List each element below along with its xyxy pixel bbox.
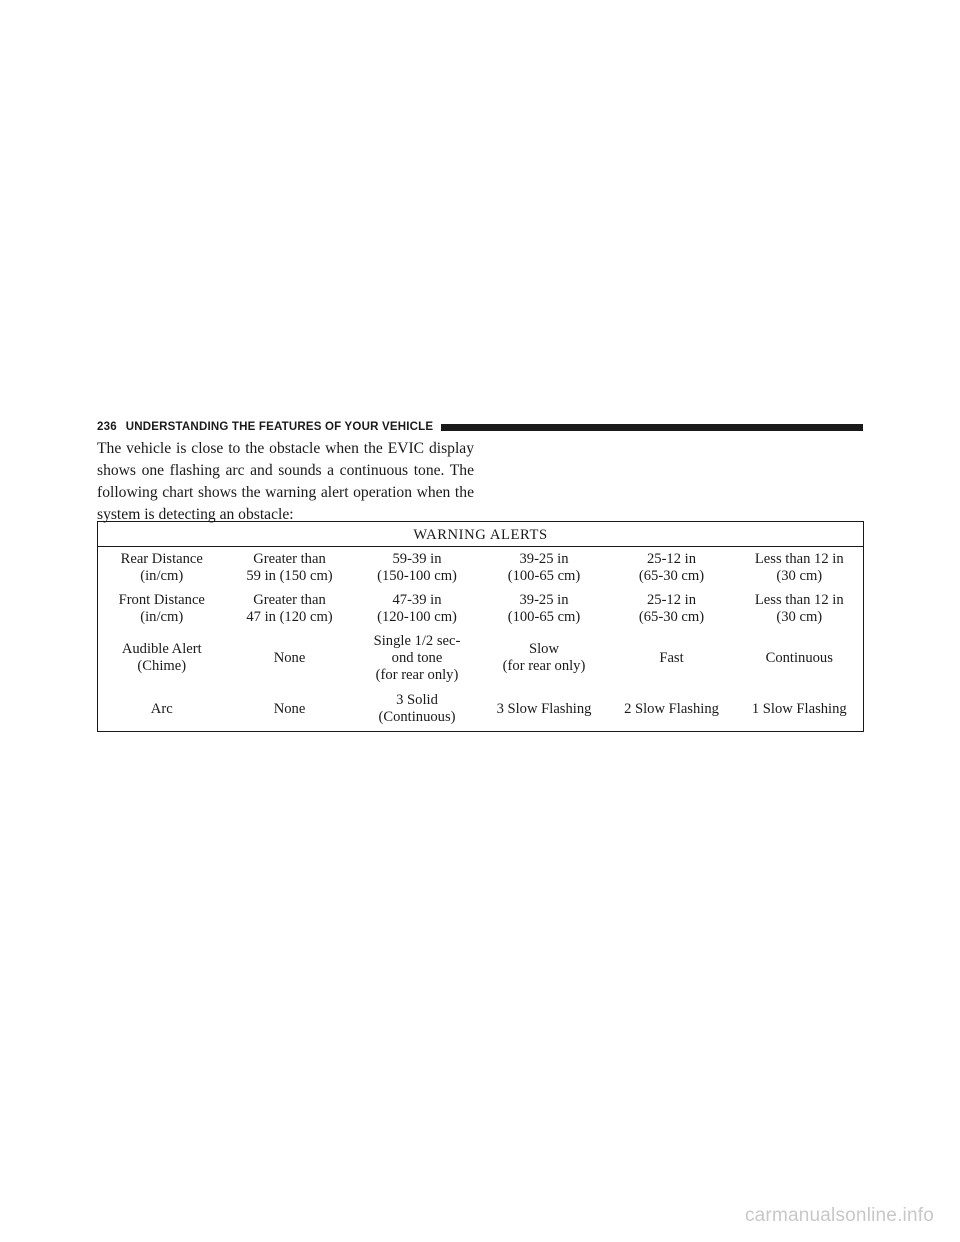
page-number: 236 [97,421,117,433]
table-cell: Greater than 47 in (120 cm) [246,591,333,625]
watermark: carmanualsonline.info [744,1205,934,1226]
table-cell: 25-12 in (65-30 cm) [638,591,705,625]
table-cell: Fast [659,649,684,666]
table-cell: Single 1/2 sec- ond tone (for rear only) [373,632,461,683]
table-cell: 47-39 in (120-100 cm) [377,591,457,625]
table-cell: Less than 12 in (30 cm) [736,588,864,629]
table-cell: 39-25 in (100-65 cm) [507,550,581,584]
table-cell: 2 Slow Flashing [608,687,736,732]
table-cell: Continuous [736,629,864,687]
table-caption: WARNING ALERTS [98,522,864,547]
table-cell: 25-12 in (65-30 cm) [638,550,705,584]
table-cell: 3 Solid (Continuous) [354,687,481,732]
table-cell: None [226,687,354,732]
page-header [97,419,863,435]
table-row-rear-distance [98,547,864,589]
table-cell: 3 Slow Flashing [481,687,608,732]
table-cell: None [273,649,306,666]
warning-alerts-table [97,521,864,732]
table-cell: 39-25 in (100-65 cm) [507,591,581,625]
section-title: UNDERSTANDING THE FEATURES OF YOUR VEHICLE [125,421,434,433]
table-cell: Greater than 59 in (150 cm) [246,550,333,584]
row-label: Arc [98,687,226,732]
table-cell: 1 Slow Flashing [736,687,864,732]
table-cell: Slow (for rear only) [502,641,586,674]
table-cell: 59-39 in (150-100 cm) [377,550,457,584]
row-label: Audible Alert (Chime) [98,629,226,687]
row-label: Rear Distance (in/cm) [98,547,226,589]
table-row-front-distance [98,588,864,629]
table-row-audible-alert [98,629,864,687]
row-label: Front Distance (in/cm) [98,588,226,629]
header-rule [441,424,863,431]
table-cell: Less than 12 in (30 cm) [736,547,864,589]
table-row-arc [98,687,864,732]
intro-paragraph: The vehicle is close to the obstacle when the EVIC display shows one flashing arc and sounds a continuous tone. The following chart shows the warning alert operation when the system is detecting an obstacle: [97,440,474,523]
